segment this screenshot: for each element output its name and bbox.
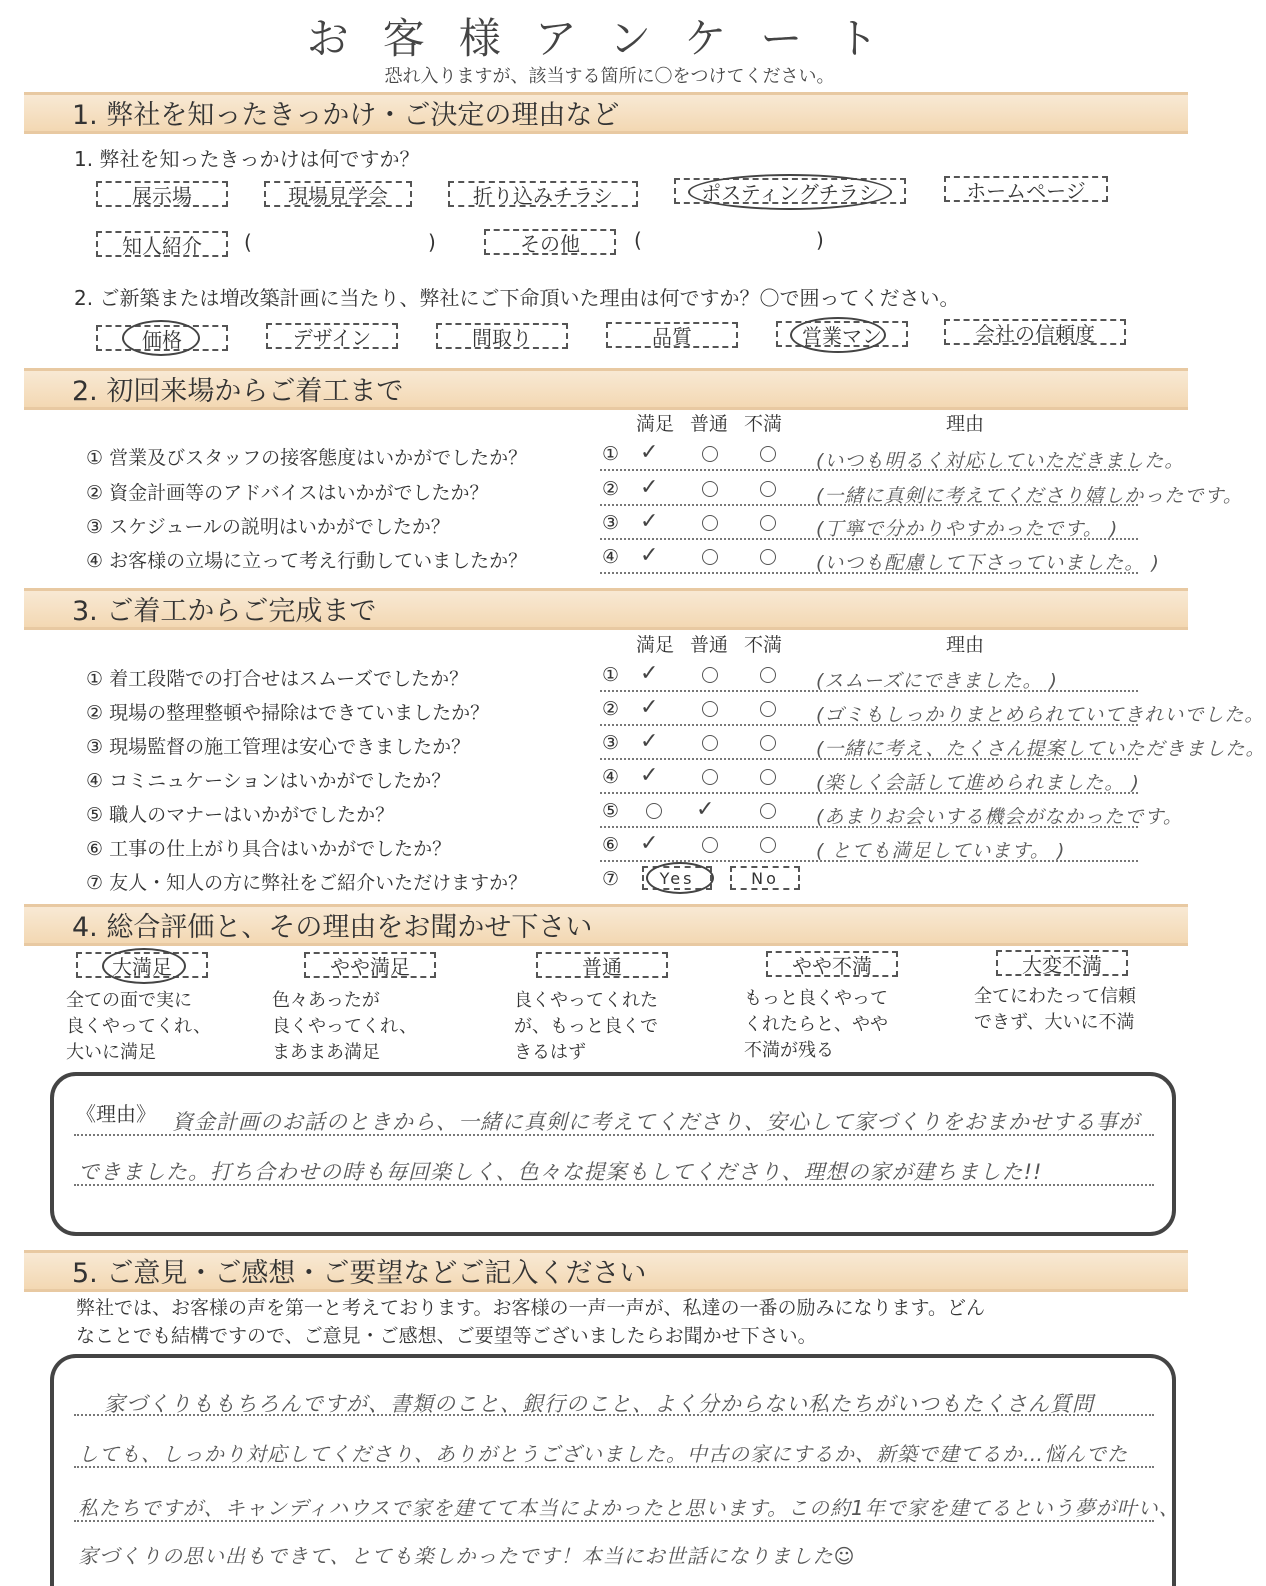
- radio-unsatisfied[interactable]: [760, 701, 776, 717]
- section2-band: [24, 368, 1188, 410]
- check-mark-icon: ✓: [640, 695, 659, 720]
- selected-circle: [102, 948, 186, 984]
- radio-unsatisfied[interactable]: [760, 837, 776, 853]
- s3-reason-4: (楽しく会話して進められました。 ): [816, 772, 1140, 794]
- comment-line-1: 家づくりももちろんですが、書類のこと、銀行のこと、よく分からない私たちがいつもたくさん質問: [104, 1392, 1094, 1416]
- dotted-line: [74, 1520, 1154, 1522]
- radio-unsatisfied[interactable]: [760, 803, 776, 819]
- row-number: ④: [602, 546, 620, 568]
- option-design[interactable]: デザイン: [266, 323, 398, 349]
- radio-unsatisfied[interactable]: [760, 515, 776, 531]
- s3-question-5: ⑤ 職人のマナーはいかがでしたか？: [86, 804, 395, 826]
- option-referral[interactable]: 知人紹介: [96, 231, 228, 257]
- rating-desc: 良くやってくれた が、もっと良くで きるはず: [514, 990, 658, 1063]
- radio-unsatisfied[interactable]: [760, 481, 776, 497]
- selected-circle: [122, 320, 200, 356]
- radio-normal[interactable]: [702, 667, 718, 683]
- col-unsatisfied: 不満: [744, 413, 783, 435]
- radio-normal[interactable]: [702, 549, 718, 565]
- rating-somewhat-unsatisfied[interactable]: やや不満: [766, 951, 898, 977]
- dotted-line: [74, 1184, 1154, 1186]
- row-number: ②: [602, 698, 620, 720]
- option-trust[interactable]: 会社の信頼度: [944, 319, 1126, 345]
- section4-heading: 4. 総合評価と、その理由をお聞かせ下さい: [72, 912, 593, 943]
- s3-reason-6: ( とても満足しています。 ): [816, 840, 1066, 862]
- instruction-text: 恐れ入りますが、該当する箇所に〇をつけてください。: [384, 66, 835, 87]
- radio-normal[interactable]: [702, 701, 718, 717]
- reason-box[interactable]: [50, 1072, 1176, 1236]
- radio-satisfied[interactable]: [646, 803, 662, 819]
- row-number: ③: [602, 512, 620, 534]
- s3-question-2: ② 現場の整理整頓や掃除はできていましたか？: [86, 702, 490, 724]
- option-price[interactable]: 価格: [96, 325, 228, 351]
- dotted-line: [600, 538, 1138, 540]
- s3-question-4: ④ コミニュケーションはいかがでしたか？: [86, 770, 451, 792]
- s3-reason-5: (あまりお会いする機会がなかったです。: [816, 806, 1183, 828]
- s2-question-1: ① 営業及びスタッフの接客態度はいかがでしたか？: [86, 447, 528, 469]
- selected-circle: [790, 317, 886, 353]
- section3-heading: 3. ご着工からご完成まで: [72, 596, 377, 627]
- s2-reason-2: (一緒に真剣に考えてくださり嬉しかったです。: [816, 485, 1243, 507]
- check-mark-icon: ✓: [640, 661, 659, 686]
- check-mark-icon: ✓: [696, 797, 715, 822]
- check-mark-icon: ✓: [640, 729, 659, 754]
- rating-desc: 全てにわたって信頼 できず、大いに不満: [974, 986, 1136, 1033]
- dotted-line: [600, 792, 1138, 794]
- s3-reason-3: (一緒に考え、たくさん提案していただきました。: [816, 738, 1266, 760]
- radio-unsatisfied[interactable]: [760, 549, 776, 565]
- rating-desc: 全ての面で実に 良くやってくれ、 大いに満足: [66, 990, 212, 1063]
- option-insert-flyer[interactable]: 折り込みチラシ: [448, 181, 638, 207]
- paren-close: ): [816, 228, 824, 252]
- rating-normal[interactable]: 普通: [536, 952, 668, 978]
- check-mark-icon: ✓: [640, 509, 659, 534]
- s3-question-3: ③ 現場監督の施工管理は安心できましたか？: [86, 736, 471, 758]
- selected-circle: [646, 862, 714, 894]
- s2-reason-4: (いつも配慮して下さっていました。 ): [816, 552, 1160, 574]
- reason-line-2: できました。打ち合わせの時も毎回楽しく、色々な提案もしてくださり、理想の家が建ちました!!: [78, 1160, 1043, 1184]
- check-mark-icon: ✓: [640, 543, 659, 568]
- row-number: ⑥: [602, 834, 620, 856]
- dotted-line: [74, 1134, 1154, 1136]
- section1-heading: 1. 弊社を知ったきっかけ・ご決定の理由など: [72, 100, 620, 131]
- paren-open: (: [634, 228, 642, 252]
- option-homepage[interactable]: ホームページ: [944, 176, 1108, 202]
- s3-reason-1: (スムーズにできました。 ): [816, 670, 1058, 692]
- reason-label: 《理由》: [76, 1102, 156, 1126]
- section1-q2: 2. ご新築または増改築計画に当たり、弊社にご下命頂いた理由は何ですか？〇で囲ってください。: [74, 286, 960, 310]
- check-mark-icon: ✓: [640, 763, 659, 788]
- comment-line-4: 家づくりの思い出もできて、とても楽しかったです！本当にお世話になりました☺: [78, 1544, 856, 1568]
- dotted-line: [600, 758, 1138, 760]
- radio-normal[interactable]: [702, 769, 718, 785]
- dotted-line: [600, 572, 1138, 574]
- option-salesperson[interactable]: 営業マン: [776, 321, 908, 347]
- col-unsatisfied: 不満: [744, 634, 783, 656]
- col-reason: 理由: [946, 634, 985, 656]
- check-mark-icon: ✓: [640, 831, 659, 856]
- option-site-tour[interactable]: 現場見学会: [264, 181, 412, 207]
- comment-line-2: しても、しっかり対応してくださり、ありがとうございました。中古の家にするか、新築で建てるか…悩んでた: [78, 1442, 1128, 1466]
- rating-desc: もっと良くやって くれたらと、やや 不満が残る: [744, 988, 888, 1061]
- page-title: お客様アンケート: [306, 14, 913, 63]
- comment-line-3: 私たちですが、キャンディハウスで家を建てて本当によかったと思います。この約1年で家を建てるという夢が叶い、: [78, 1496, 1180, 1520]
- dotted-line: [600, 826, 1138, 828]
- s2-question-4: ④ お客様の立場に立って考え行動していましたか？: [86, 550, 528, 572]
- rating-very-unsatisfied[interactable]: 大変不満: [996, 950, 1128, 976]
- row-number: ③: [602, 732, 620, 754]
- col-satisfied: 満足: [636, 634, 675, 656]
- option-posting-flyer[interactable]: ポスティングチラシ: [674, 178, 906, 204]
- radio-normal[interactable]: [702, 837, 718, 853]
- section1-band: [24, 92, 1188, 134]
- paren-close: ): [428, 230, 436, 254]
- option-other[interactable]: その他: [484, 229, 616, 255]
- yes-option[interactable]: Yes: [642, 866, 712, 890]
- s3-question-6: ⑥ 工事の仕上がり具合はいかがでしたか？: [86, 838, 452, 860]
- dotted-line: [600, 690, 1138, 692]
- row-number: ①: [602, 443, 620, 465]
- radio-normal[interactable]: [702, 515, 718, 531]
- check-mark-icon: ✓: [640, 475, 659, 500]
- paren-open: (: [244, 230, 252, 254]
- s3-question-1: ① 着工段階での打合せはスムーズでしたか？: [86, 668, 469, 690]
- rating-very-satisfied[interactable]: 大満足: [76, 952, 208, 978]
- rating-desc: 色々あったが 良くやってくれ、 まあまあ満足: [272, 990, 418, 1063]
- s2-question-2: ② 資金計画等のアドバイスはいかがでしたか？: [86, 482, 489, 504]
- option-showroom[interactable]: 展示場: [96, 181, 228, 207]
- s3-question-7: ⑦ 友人・知人の方に弊社をご紹介いただけますか？: [86, 872, 528, 894]
- radio-normal[interactable]: [702, 446, 718, 462]
- section5-heading: 5. ご意見・ご感想・ご要望などご記入ください: [72, 1258, 647, 1289]
- section5-band: [24, 1250, 1188, 1292]
- option-floorplan[interactable]: 間取り: [436, 323, 568, 349]
- dotted-line: [74, 1414, 1154, 1416]
- section3-band: [24, 588, 1188, 630]
- reason-line-1: 資金計画のお話のときから、一緒に真剣に考えてくださり、安心して家づくりをおまかせする事が: [172, 1110, 1140, 1134]
- section1-q1: 1. 弊社を知ったきっかけは何ですか？: [74, 147, 420, 171]
- row-number: ④: [602, 766, 620, 788]
- radio-normal[interactable]: [702, 481, 718, 497]
- section5-intro: 弊社では、お客様の声を第一と考えております。お客様の一声一声が、私達の一番の励みになります。どん なことでも結構ですので、ご意見・ご感想、ご要望等ございましたらお聞かせ下さい。: [76, 1297, 985, 1347]
- dotted-line: [74, 1466, 1154, 1468]
- dotted-line: [600, 724, 1138, 726]
- radio-unsatisfied[interactable]: [760, 667, 776, 683]
- col-satisfied: 満足: [636, 413, 675, 435]
- radio-unsatisfied[interactable]: [760, 735, 776, 751]
- selected-circle: [688, 174, 892, 210]
- row-number: ①: [602, 664, 620, 686]
- row-number: ②: [602, 478, 620, 500]
- s2-reason-1: (いつも明るく対応していただきました。: [816, 450, 1185, 472]
- s3-reason-2: (ゴミもしっかりまとめられていてきれいでした。: [816, 704, 1265, 726]
- dotted-line: [600, 469, 1138, 471]
- option-quality[interactable]: 品質: [606, 322, 738, 348]
- col-reason: 理由: [946, 413, 985, 435]
- s2-question-3: ③ スケジュールの説明はいかがでしたか？: [86, 516, 450, 538]
- check-mark-icon: ✓: [640, 440, 659, 465]
- no-option[interactable]: No: [730, 866, 800, 890]
- section4-band: [24, 904, 1188, 946]
- dotted-line: [600, 504, 1138, 506]
- col-normal: 普通: [690, 634, 729, 656]
- radio-unsatisfied[interactable]: [760, 446, 776, 462]
- radio-normal[interactable]: [702, 735, 718, 751]
- rating-somewhat-satisfied[interactable]: やや満足: [304, 952, 436, 978]
- s2-reason-3: (丁寧で分かりやすかったです。 ): [816, 518, 1119, 540]
- radio-unsatisfied[interactable]: [760, 769, 776, 785]
- section2-heading: 2. 初回来場からご着工まで: [72, 376, 404, 407]
- row-number: ⑦: [602, 868, 620, 890]
- col-normal: 普通: [690, 413, 729, 435]
- row-number: ⑤: [602, 800, 620, 822]
